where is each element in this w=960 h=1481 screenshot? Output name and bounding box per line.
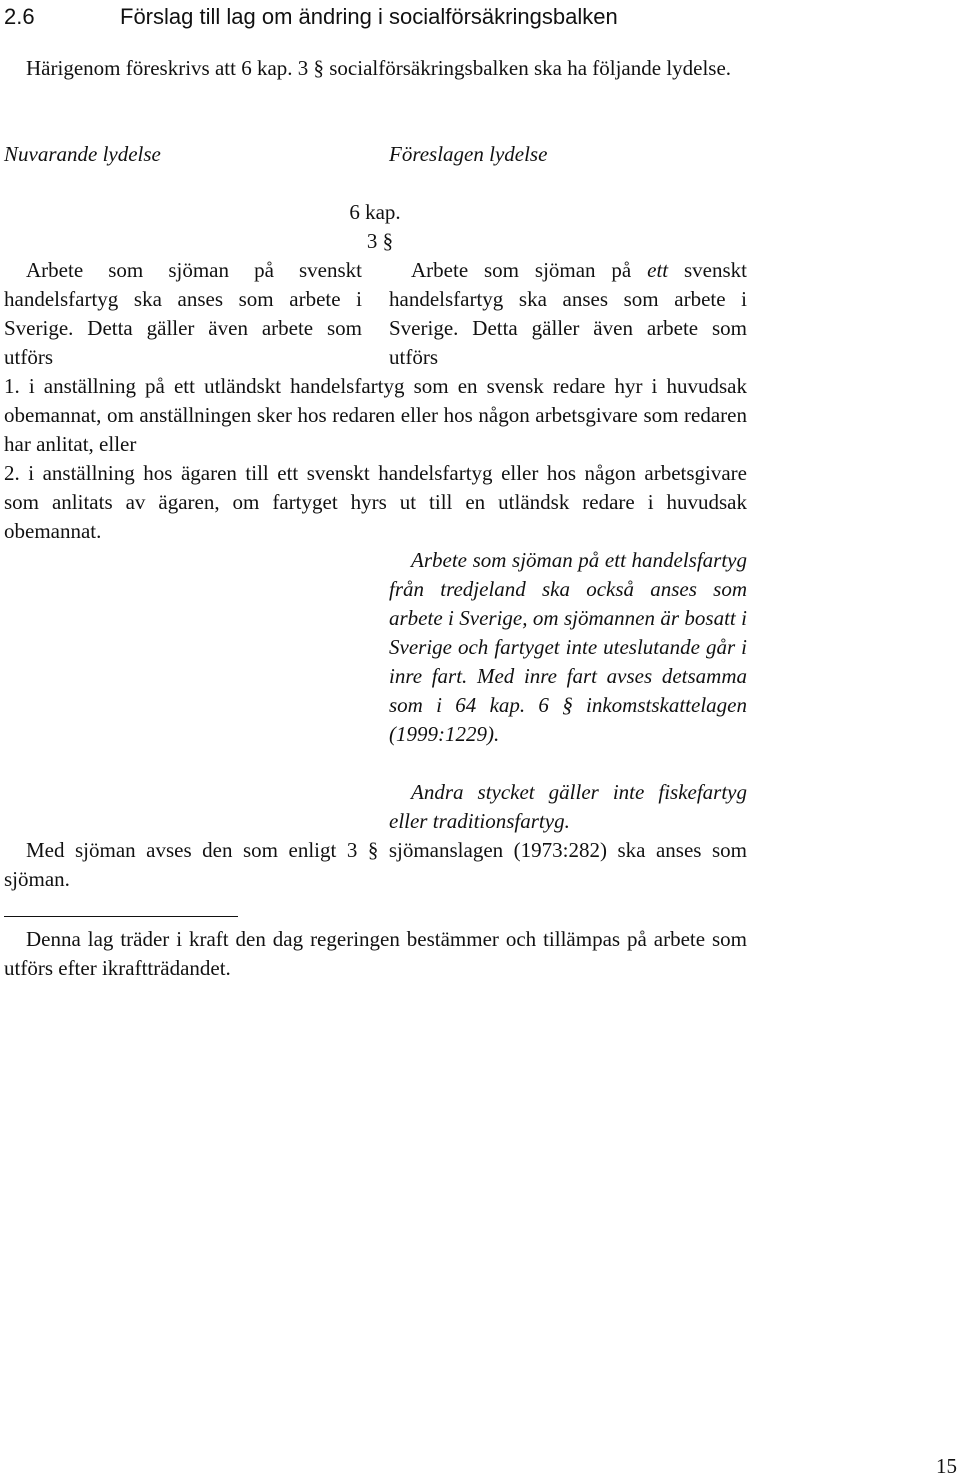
current-paragraph-text: Arbete som sjöman på svenskt handelsfartyg ska anses som arbete i Sverige. Detta gäller även arbete som utförs	[4, 258, 362, 369]
list-item: 2. i anställning hos ägaren till ett svenskt handelsfartyg eller hos någon arbetsgivare som anlitats av ägaren, om fartyget hyrs ut till en utländsk redare i huvudsak obemannat.	[4, 461, 747, 543]
proposed-text-before: Arbete som sjöman på	[411, 258, 648, 282]
proposed-new-paragraph: Andra stycket gäller inte fiskefartyg eller traditionsfartyg.	[389, 780, 747, 833]
proposed-paragraph-text	[389, 256, 747, 372]
proposed-version-heading: Föreslagen lydelse	[389, 142, 548, 166]
chapter-label: 6 kap.	[349, 200, 401, 224]
proposed-text-emphasis: ett	[647, 258, 669, 282]
section-title: Förslag till lag om ändring i socialförsäkringsbalken	[120, 4, 618, 29]
commencement-provision: Denna lag träder i kraft den dag regeringen bestämmer och tillämpas på arbete som utförs efter ikraftträdandet.	[4, 927, 747, 980]
intro-paragraph: Härigenom föreskrivs att 6 kap. 3 § socialförsäkringsbalken ska ha följande lydelse.	[26, 56, 732, 80]
paragraph-label: 3 §	[366, 229, 394, 253]
footnote-divider	[4, 916, 238, 917]
proposed-text-after: svenskt handelsfartyg ska anses som arbete i Sverige. Detta gäller även arbete som utförs	[389, 258, 747, 369]
section-number: 2.6	[4, 4, 35, 29]
list-item: 1. i anställning på ett utländskt handelsfartyg som en svensk redare hyr i huvudsak obemannat, om anställningen sker hos redaren eller hos någon arbetsgivare som redaren har anlitat, eller	[4, 374, 747, 456]
proposed-new-paragraph: Arbete som sjöman på ett handelsfartyg från tredjeland ska också anses som arbete i Sverige, om sjömannen är bosatt i Sverige och fartyget inte uteslutande går i inre fart. Med inre fart avses detsamma som i 64 kap. 6 § inkomstskattelagen (1999:1229).	[389, 548, 747, 746]
section-heading	[4, 2, 784, 32]
page-number: 15	[936, 1454, 957, 1478]
current-version-heading: Nuvarande lydelse	[4, 142, 161, 166]
closing-paragraph: Med sjöman avses den som enligt 3 § sjömanslagen (1973:282) ska anses som sjöman.	[4, 838, 747, 891]
